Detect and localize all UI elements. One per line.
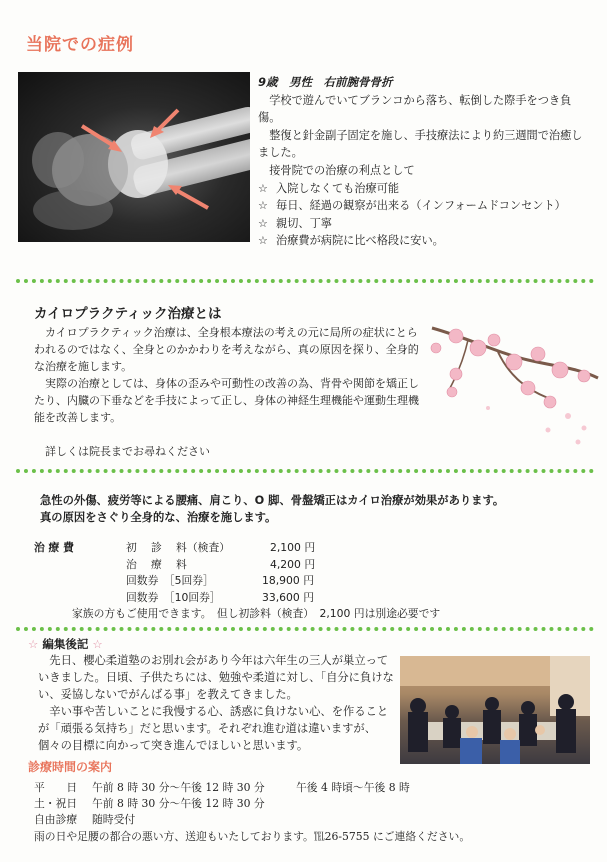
fee-price: 33,600 円	[262, 590, 315, 604]
fee-row	[34, 540, 574, 557]
benefit-item: ☆ 入院しなくても治療可能	[258, 180, 583, 198]
editor-paragraph: 辛い事や苦しいことに我慢する心、誘惑に負けない心、を作ることが「頑張る気持ち」だと思います。それぞれ進む道は違いますが、個々の目標に向かって突き進んでほしいと思います。	[38, 705, 389, 753]
chiro-body	[34, 324, 424, 460]
hours-day: 土・祝日	[34, 797, 78, 811]
hours-row	[34, 796, 594, 812]
hours-day: 平 日	[34, 781, 78, 794]
hours-am: 午前 8 時 30 分～午後 12 時 30 分	[92, 797, 265, 811]
hours-day: 自由診療	[34, 813, 78, 827]
fee-label: 治 療 費	[34, 541, 74, 554]
hours-row	[34, 780, 594, 796]
fee-name: 回数券 ［10回券］	[126, 590, 221, 604]
editor-note-body	[38, 652, 398, 755]
chiro-effects	[40, 492, 570, 526]
hours-table	[34, 780, 594, 845]
fee-price: 4,200 円	[270, 557, 316, 571]
xray-image	[18, 72, 250, 242]
fee-name: 初 診 料（検査）	[126, 541, 231, 554]
hours-footer: 雨の日や足腰の都合の悪い方、送迎もいたしております。℡26-5755 にご連絡ください。	[34, 829, 471, 843]
case-description	[258, 74, 583, 250]
hours-footer-row	[34, 829, 594, 845]
case-line: 学校で遊んでいてブランコから落ち、転倒した際手をつき負傷。	[258, 93, 572, 125]
chiro-contact: 詳しくは院長までお尋ねください	[45, 445, 210, 458]
star-icon: ☆	[28, 637, 39, 651]
benefit-item: ☆ 治療費が病院に比べ格段に安い。	[258, 232, 583, 250]
cherry-blossom-illustration	[428, 318, 600, 448]
fee-name: 回数券 ［5回券］	[126, 574, 214, 588]
fee-row	[34, 573, 574, 590]
case-line: 接骨院での治療の利点として	[269, 163, 415, 177]
divider	[16, 279, 594, 283]
fee-note: 家族の方もご使用できます。 但し初診料（検査） 2,100 円は別途必要です	[72, 607, 441, 621]
fee-table	[34, 540, 574, 623]
hours-row	[34, 812, 594, 828]
farewell-party-photo	[400, 656, 590, 764]
benefit-item: ☆ 親切、丁寧	[258, 215, 583, 233]
hours-pm: 午後 4 時頃～午後 8 時	[296, 781, 410, 794]
effects-line: 急性の外傷、疲労等による腰痛、肩こり、O 脚、骨盤矯正はカイロ治療が効果があります。	[40, 494, 505, 507]
divider	[16, 469, 594, 473]
chiro-title: カイロプラクティック治療とは	[34, 306, 222, 322]
chiro-paragraph: カイロプラクティック治療は、全身根本療法の考えの元に局所の症状にとらわれるのではなく、全身とのかかわりを考えながら、真の原因を探り、全身的な治療を施します。	[34, 326, 419, 373]
divider	[16, 627, 594, 631]
editor-title-text: 編集後記	[42, 637, 89, 651]
fee-price: 18,900 円	[262, 574, 315, 588]
section-title: 当院での症例	[26, 35, 134, 55]
fee-row	[34, 590, 574, 607]
fee-row	[34, 557, 574, 574]
chiro-paragraph: 実際の治療としては、身体の歪みや可動性の改善の為、背骨や関節を矯正したり、内臓の下垂などを手技によって正し、身体の神経生理機能や運動生理機能を改善します。	[34, 377, 419, 424]
benefit-item: ☆ 毎日、経過の観察が出来る（インフォームドコンセント）	[258, 197, 583, 215]
fee-price: 2,100 円	[270, 541, 316, 554]
effects-line: 真の原因をさぐり全身的な、治療を施します。	[40, 511, 277, 524]
hours-am: 午前 8 時 30 分～午後 12 時 30 分	[92, 781, 265, 794]
hours-title: 診療時間の案内	[28, 760, 113, 774]
hours-am: 随時受付	[92, 813, 136, 827]
fee-name: 治 療 料	[126, 557, 187, 571]
editor-paragraph: 先日、櫻心柔道塾のお別れ会があり今年は六年生の三人が巣立っていきました。日頃、子供たちには、勉強や柔道に対し、「自分に負けない、妥協しないでがんばる事」を教えてきました。	[38, 654, 394, 702]
editor-note-title	[28, 636, 103, 652]
case-heading: 9歳 男性 右前腕骨骨折	[258, 75, 393, 89]
case-line: 整復と針金副子固定を施し、手技療法により約三週間で治癒しました。	[258, 128, 583, 160]
fee-note-row	[34, 606, 574, 623]
star-icon: ☆	[92, 637, 103, 651]
